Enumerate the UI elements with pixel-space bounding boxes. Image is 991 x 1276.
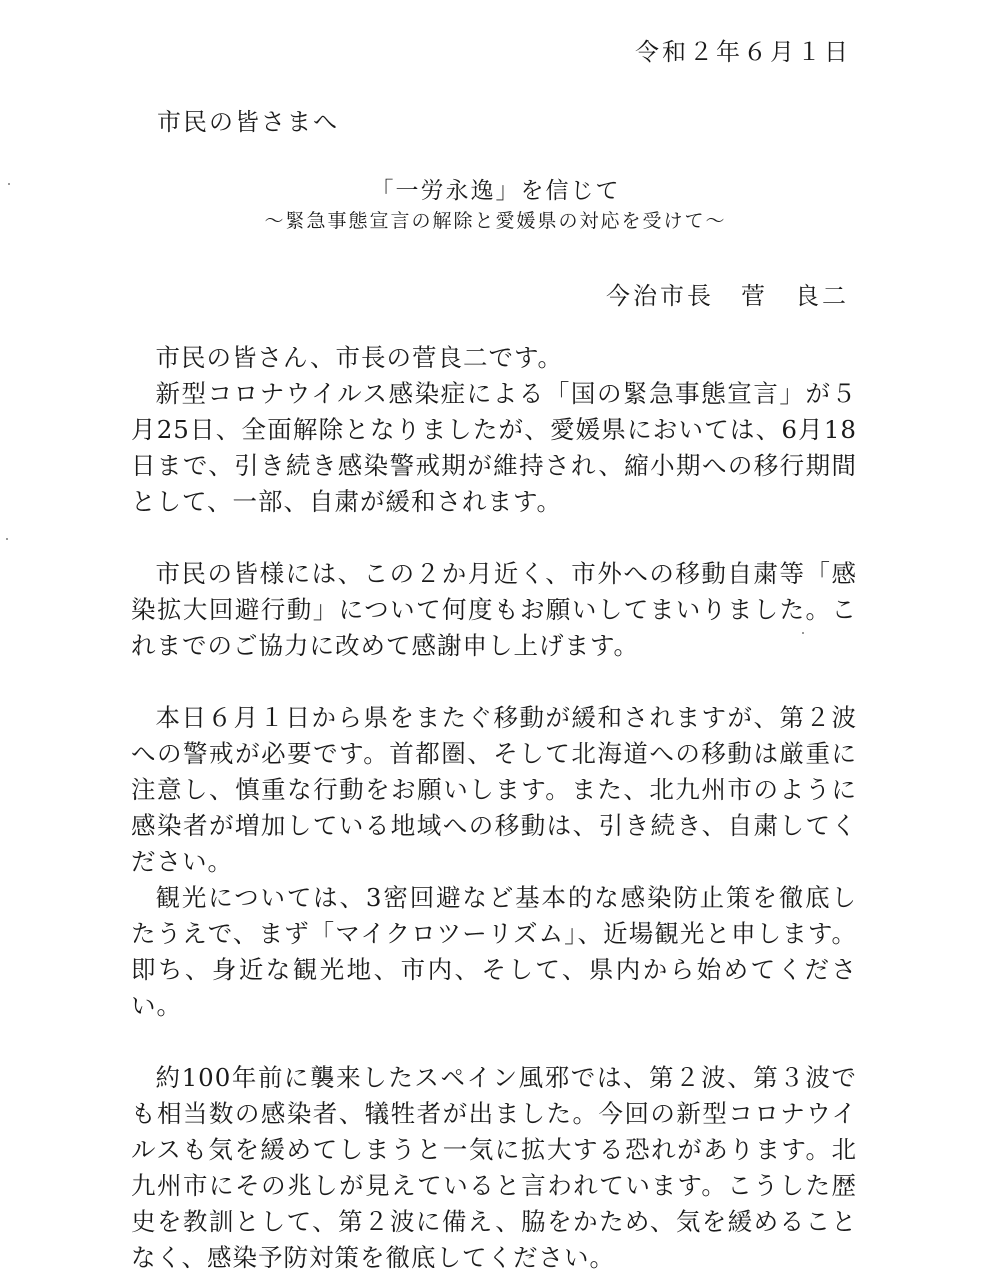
paragraph-greeting: 市民の皆さん、市長の菅良二です。 [155,343,564,372]
paragraph-travel-caution: 本日６月１日から県をまたぐ移動が緩和されますが、第２波への警戒が必要です。首都圏、そして北海道への移動は厳重に注意し、慎重な行動をお願いします。また、北九州市のように感染者が増加している地域への移動は、引き続き、自粛してください。 [131,703,857,876]
author-signature: 今治市長 菅 良二 [606,282,849,310]
paragraph-history-lesson: 約100年前に襲来したスペイン風邪では、第２波、第３波でも相当数の感染者、犠牲者が出ました。今回の新型コロナウイルスも気を緩めてしまうと一気に拡大する恐れがあります。北九州市にその兆しが見えていると言われています。こうした歴史を教訓として、第２波に備え、脇をかため、気を緩めることなく、感染予防対策を徹底してください。 [131,1063,857,1272]
paragraph-emergency-lifted: 新型コロナウイルス感染症による「国の緊急事態宣言」が５月25日、全面解除となりましたが、愛媛県においては、6月18日まで、引き続き感染警戒期が維持され、縮小期への移行期間として、一部、自粛が緩和されます。 [131,379,857,516]
letter-subtitle: ～緊急事態宣言の解除と愛媛県の対応を受けて～ [264,210,727,232]
letter-title: 「一労永逸」を信じて [370,178,621,204]
scan-speck [6,538,8,540]
addressee: 市民の皆さまへ [157,108,339,136]
paragraph-thanks: 市民の皆様には、この２か月近く、市外への移動自粛等「感染拡大回避行動」について何度もお願いしてまいりました。これまでのご協力に改めて感謝申し上げます。 [131,559,857,660]
scan-speck [802,632,804,634]
letter-body [131,340,857,1276]
paragraph-tourism: 観光については、3密回避など基本的な感染防止策を徹底したうえで、まず「マイクロツーリズム」、近場観光と申します。即ち、身近な観光地、市内、そして、県内から始めてください。 [131,883,857,1020]
letter-date: 令和２年６月１日 [635,38,851,66]
scan-speck [8,183,10,185]
